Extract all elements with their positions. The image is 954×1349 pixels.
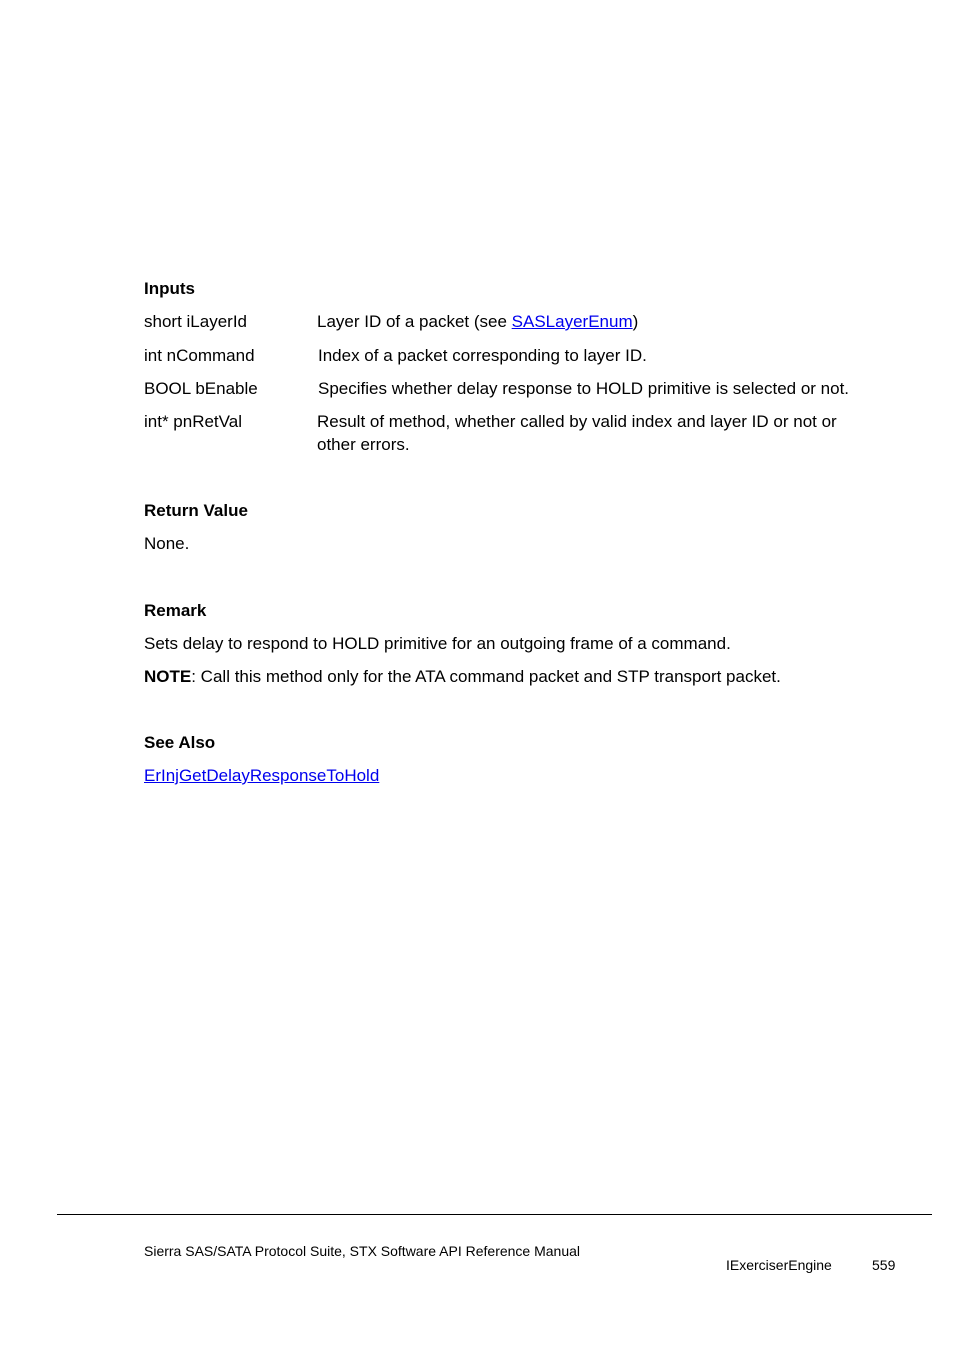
param-name-ilayerid: short iLayerId [144, 312, 247, 331]
param-desc-ilayerid-prefix: Layer ID of a packet (see [317, 312, 512, 331]
erinjgetdelayresponsetohold-link[interactable]: ErInjGetDelayResponseToHold [144, 766, 380, 785]
remark-note [144, 667, 781, 687]
param-desc-ncommand: Index of a packet corresponding to layer ID. [318, 346, 647, 365]
param-desc-ilayerid-suffix: ) [632, 312, 639, 331]
see-also-heading: See Also [144, 733, 216, 752]
param-desc-pnretval-line2: other errors. [317, 435, 410, 454]
note-text: : Call this method only for the ATA command packet and STP transport packet. [191, 667, 781, 686]
param-name-ncommand: int nCommand [144, 346, 255, 365]
remark-heading: Remark [144, 601, 207, 620]
remark-text: Sets delay to respond to HOLD primitive for an outgoing frame of a command. [144, 634, 731, 653]
return-value-heading: Return Value [144, 501, 248, 520]
see-also-item [144, 766, 379, 786]
param-name-benable: BOOL bEnable [144, 379, 258, 398]
inputs-heading: Inputs [144, 279, 195, 298]
return-value-text: None. [144, 534, 190, 553]
param-desc-ilayerid [317, 312, 638, 332]
param-name-pnretval: int* pnRetVal [144, 412, 242, 431]
saslayerenum-link[interactable]: SASLayerEnum [511, 312, 633, 331]
footer-manual-title: Sierra SAS/SATA Protocol Suite, STX Software API Reference Manual [144, 1243, 581, 1259]
note-label: NOTE [144, 667, 192, 686]
footer-section: IExerciserEngine [726, 1257, 832, 1273]
footer-divider [57, 1214, 932, 1215]
param-desc-pnretval-line1: Result of method, whether called by valid index and layer ID or not or [317, 412, 837, 431]
param-desc-benable: Specifies whether delay response to HOLD primitive is selected or not. [318, 379, 850, 398]
footer-page-number: 559 [872, 1257, 896, 1273]
